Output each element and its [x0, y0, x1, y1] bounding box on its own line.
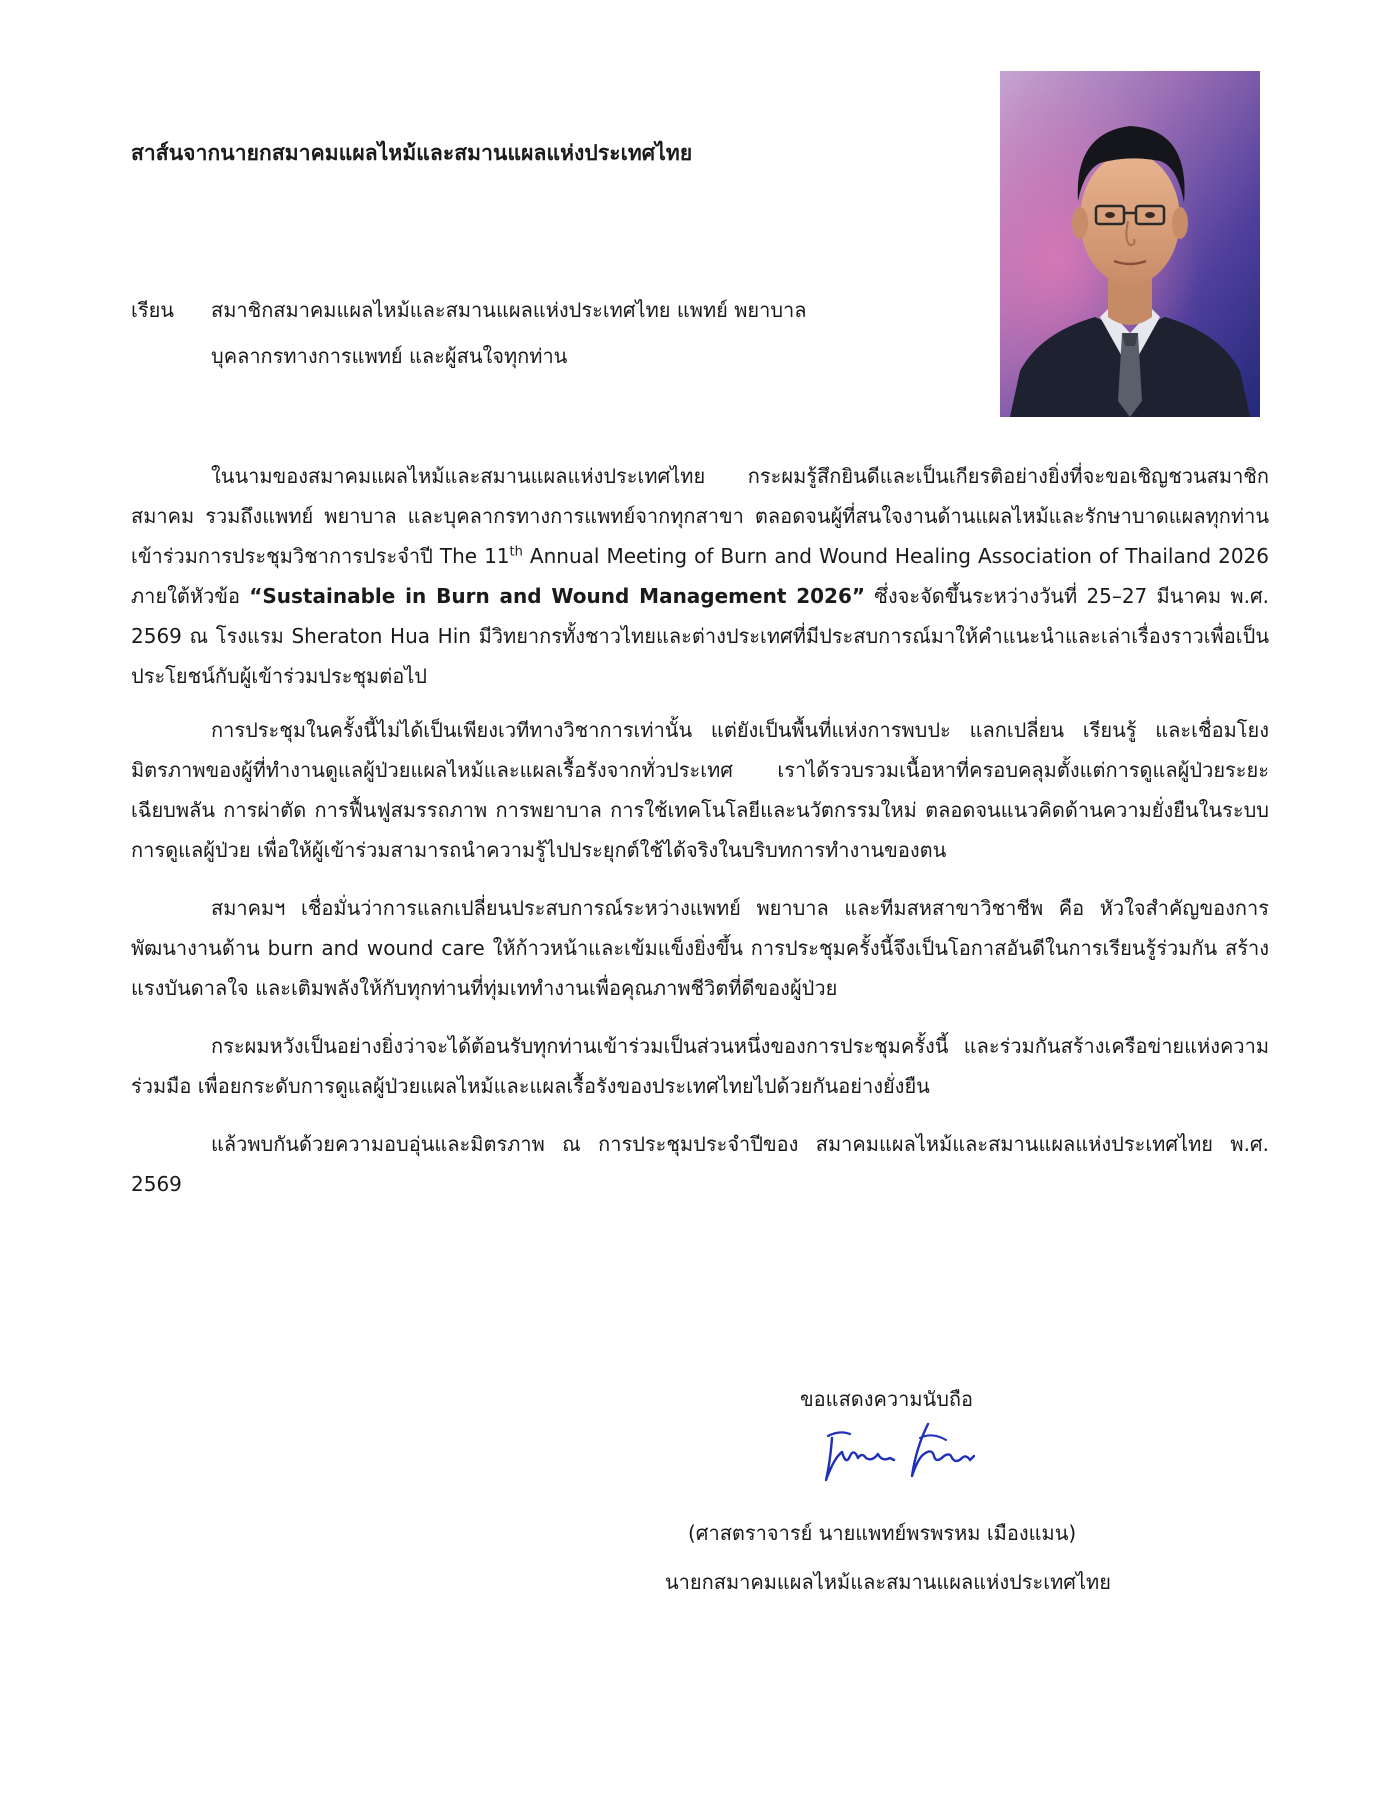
signer-position: นายกสมาคมแผลไหม้และสมานแผลแห่งประเทศไทย: [665, 1570, 1111, 1594]
paragraph-invitation: [131, 456, 1269, 696]
president-portrait: [1000, 71, 1260, 417]
paragraph-invitation-part-1: ในนามของสมาคมแผลไหม้และสมานแผลแห่งประเทศไทย กระผมรู้สึกยินดีและเป็นเกียรติอย่างยิ่งที่จะขอเชิญชวนสมาชิกสมาคม รวมถึงแพทย์ พยาบาล และบุคลากรทางการแพทย์จากทุกสาขา ตลอดจนผู้ที่สนใจงานด้านแผลไหม้และรักษาบาดแผลทุกท่านเข้าร่วมการประชุมวิชาการประจำปี The 11: [131, 464, 1269, 568]
paragraph-meeting-scope: การประชุมในครั้งนี้ไม่ได้เป็นเพียงเวทีทางวิชาการเท่านั้น แต่ยังเป็นพื้นที่แห่งการพบปะ แลกเปลี่ยน เรียนรู้ และเชื่อมโยงมิตรภาพของผู้ที่ทำงานดูแลผู้ป่วยแผลไหม้และแผลเรื้อรังจากทั่วประเทศ เราได้รวบรวมเนื้อหาที่ครอบคลุมตั้งแต่การดูแลผู้ป่วยระยะเฉียบพลัน การผ่าตัด การฟื้นฟูสมรรถภาพ การพยาบาล การใช้เทคโนโลยีและนวัตกรรมใหม่ ตลอดจนแนวคิดด้านความยั่งยืนในระบบการดูแลผู้ป่วย เพื่อให้ผู้เข้าร่วมสามารถนำความรู้ไปประยุกต์ใช้ได้จริงในบริบทการทำงานของตน: [131, 718, 1269, 862]
closing-phrase: ขอแสดงความนับถือ: [800, 1387, 974, 1411]
salutation-label: เรียน: [131, 298, 174, 322]
ordinal-superscript: th: [509, 544, 523, 560]
letter-body: [131, 456, 1269, 1222]
paragraph-invitation-part-3: ซึ่งจะจัดขึ้นระหว่างวันที่ 25–27 มีนาคม พ.ศ. 2569 ณ โรงแรม Sheraton Hua Hin มีวิทยากรทั้งชาวไทยและต่างประเทศที่มีประสบการณ์มาให้คำแนะนำและเล่าเรื่องราวเพื่อเป็นประโยชน์กับผู้เข้าร่วมประชุมต่อไป: [131, 584, 1269, 688]
paragraph-welcome: กระผมหวังเป็นอย่างยิ่งว่าจะได้ต้อนรับทุกท่านเข้าร่วมเป็นส่วนหนึ่งของการประชุมครั้งนี้ และร่วมกันสร้างเครือข่ายแห่งความร่วมมือ เพื่อยกระดับการดูแลผู้ป่วยแผลไหม้และแผลเรื้อรังของประเทศไทยไปด้วยกันอย่างยั่งยืน: [131, 1034, 1269, 1098]
letter-title: สาส์นจากนายกสมาคมแผลไหม้และสมานแผลแห่งประเทศไทย: [131, 141, 693, 165]
paragraph-invitation-part-2: Annual Meeting of Burn and Wound Healing Association of Thailand 2026 ภายใต้หัวข้อ: [131, 544, 1269, 608]
paragraph-collaboration: สมาคมฯ เชื่อมั่นว่าการแลกเปลี่ยนประสบการณ์ระหว่างแพทย์ พยาบาล และทีมสหสาขาวิชาชีพ คือ หัวใจสำคัญของการพัฒนางานด้าน burn and wound care ให้ก้าวหน้าและเข้มแข็งยิ่งขึ้น การประชุมครั้งนี้จึงเป็นโอกาสอันดีในการเรียนรู้ร่วมกัน สร้างแรงบันดาลใจ และเติมพลังให้กับทุกท่านที่ทุ่มเททำงานเพื่อคุณภาพชีวิตที่ดีของผู้ป่วย: [131, 896, 1269, 1000]
salutation-line-2: บุคลากรทางการแพทย์ และผู้สนใจทุกท่าน: [211, 344, 568, 368]
paragraph-see-you: แล้วพบกันด้วยความอบอุ่นและมิตรภาพ ณ การประชุมประจำปีของ สมาคมแผลไหม้และสมานแผลแห่งประเทศไทย พ.ศ. 2569: [131, 1132, 1269, 1196]
signer-name: (ศาสตราจารย์ นายแพทย์พรพรหม เมืองแมน): [688, 1521, 1077, 1545]
meeting-theme: “Sustainable in Burn and Wound Management 2026”: [249, 584, 866, 608]
salutation-line-1: สมาชิกสมาคมแผลไหม้และสมานแผลแห่งประเทศไทย แพทย์ พยาบาล: [211, 298, 807, 322]
handwritten-signature: [820, 1418, 980, 1490]
